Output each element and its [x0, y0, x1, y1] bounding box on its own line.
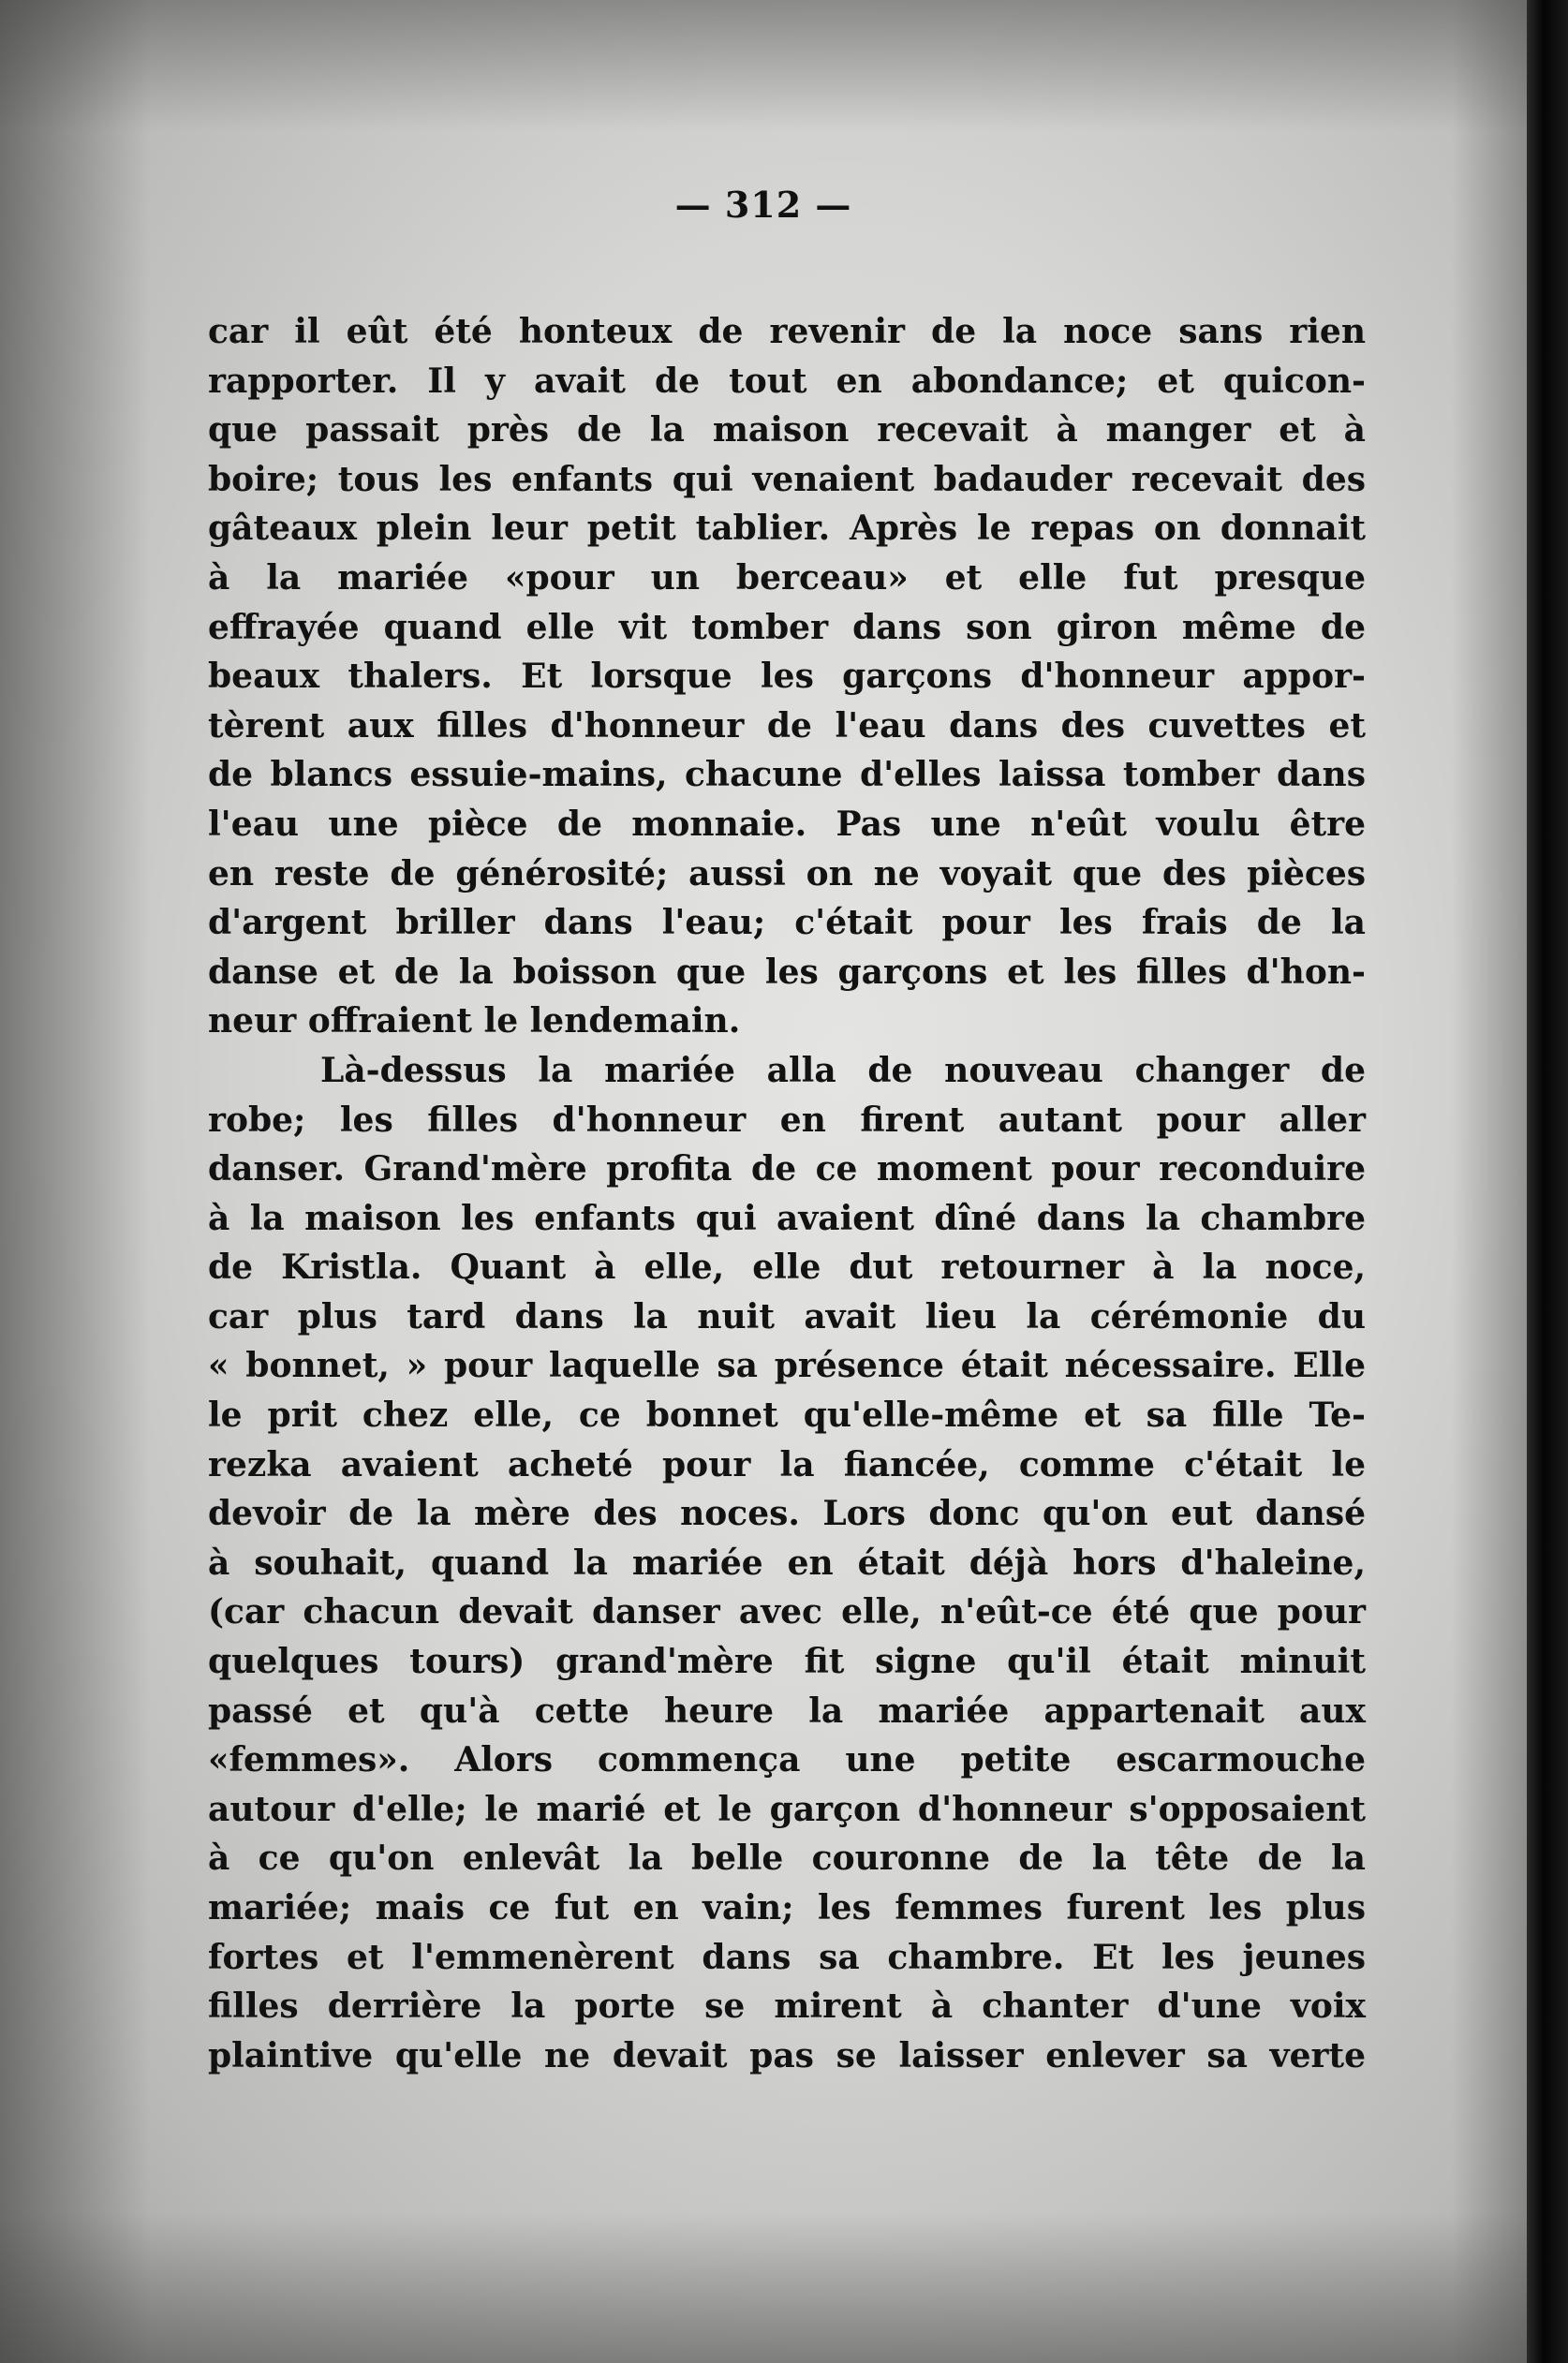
text-line: robe; les filles d'honneur en firent autant pour aller [208, 1100, 1366, 1140]
text-line: « bonnet, » pour laquelle sa présence était nécessaire. Elle [208, 1346, 1366, 1386]
page-number: — 312 — [674, 184, 852, 226]
text-line: mariée; mais ce fut en vain; les femmes furent les plus [208, 1888, 1366, 1927]
book-binding-edge [1527, 0, 1568, 2363]
text-line: neur offraient le lendemain. [208, 1001, 741, 1041]
text-line: (car chacun devait danser avec elle, n'eût-ce été que pour [208, 1592, 1366, 1632]
text-line: rapporter. Il y avait de tout en abondance; et quicon- [208, 361, 1366, 401]
text-line: effrayée quand elle vit tomber dans son giron même de [208, 607, 1366, 647]
text-line: gâteaux plein leur petit tablier. Après le repas on donnait [208, 509, 1366, 549]
text-line: à la maison les enfants qui avaient dîné dans la chambre [208, 1198, 1366, 1238]
text-line: car il eût été honteux de revenir de la noce sans rien [208, 312, 1366, 351]
page-shadow-right [1452, 0, 1527, 2363]
text-line: passé et qu'à cette heure la mariée appartenait aux [208, 1691, 1366, 1731]
text-line: boire; tous les enfants qui venaient badauder recevait des [208, 459, 1366, 499]
page-shadow-top [0, 0, 1527, 131]
text-line: à ce qu'on enlevât la belle couronne de la tête de la [208, 1839, 1366, 1879]
text-line: fortes et l'emmenèrent dans sa chambre. Et les jeunes [208, 1937, 1366, 1977]
text-line: quelques tours) grand'mère fit signe qu'il était minuit [208, 1642, 1366, 1682]
text-line: de Kristla. Quant à elle, elle dut retourner à la noce, [208, 1248, 1366, 1288]
text-line: d'argent briller dans l'eau; c'était pour les frais de la [208, 903, 1366, 943]
text-line: Là-dessus la mariée alla de nouveau changer de [320, 1050, 1366, 1090]
text-line: rezka avaient acheté pour la fiancée, comme c'était le [208, 1444, 1366, 1484]
text-line: filles derrière la porte se mirent à chanter d'une voix [208, 1986, 1366, 2027]
text-line: autour d'elle; le marié et le garçon d'honneur s'opposaient [208, 1789, 1366, 1829]
text-line: plaintive qu'elle ne devait pas se laisser enlever sa verte [208, 2035, 1366, 2075]
text-line: «femmes». Alors commença une petite escarmouche [208, 1740, 1366, 1780]
text-line: le prit chez elle, ce bonnet qu'elle-même et sa fille Te- [208, 1396, 1366, 1436]
text-line: à souhait, quand la mariée en était déjà hors d'haleine, [208, 1543, 1366, 1583]
text-line: que passait près de la maison recevait à manger et à [208, 410, 1366, 450]
text-line: devoir de la mère des noces. Lors donc qu'on eut dansé [208, 1494, 1366, 1534]
text-line: car plus tard dans la nuit avait lieu la cérémonie du [208, 1296, 1366, 1337]
page-shadow-left [0, 0, 150, 2363]
text-line: en reste de générosité; aussi on ne voyait que des pièces [208, 853, 1366, 894]
text-line: l'eau une pièce de monnaie. Pas une n'eût voulu être [208, 804, 1366, 844]
text-line: beaux thalers. Et lorsque les garçons d'honneur appor- [208, 657, 1366, 697]
text-line: tèrent aux filles d'honneur de l'eau dans des cuvettes et [208, 705, 1366, 746]
text-line: danser. Grand'mère profita de ce moment pour reconduire [208, 1149, 1366, 1189]
text-line: à la mariée «pour un berceau» et elle fut presque [208, 557, 1366, 598]
text-line: danse et de la boisson que les garçons et les filles d'hon- [208, 952, 1366, 992]
text-line: de blancs essuie-mains, chacune d'elles laissa tomber dans [208, 755, 1366, 795]
page-shadow-bottom [0, 2213, 1527, 2363]
body-text [208, 307, 1366, 2080]
